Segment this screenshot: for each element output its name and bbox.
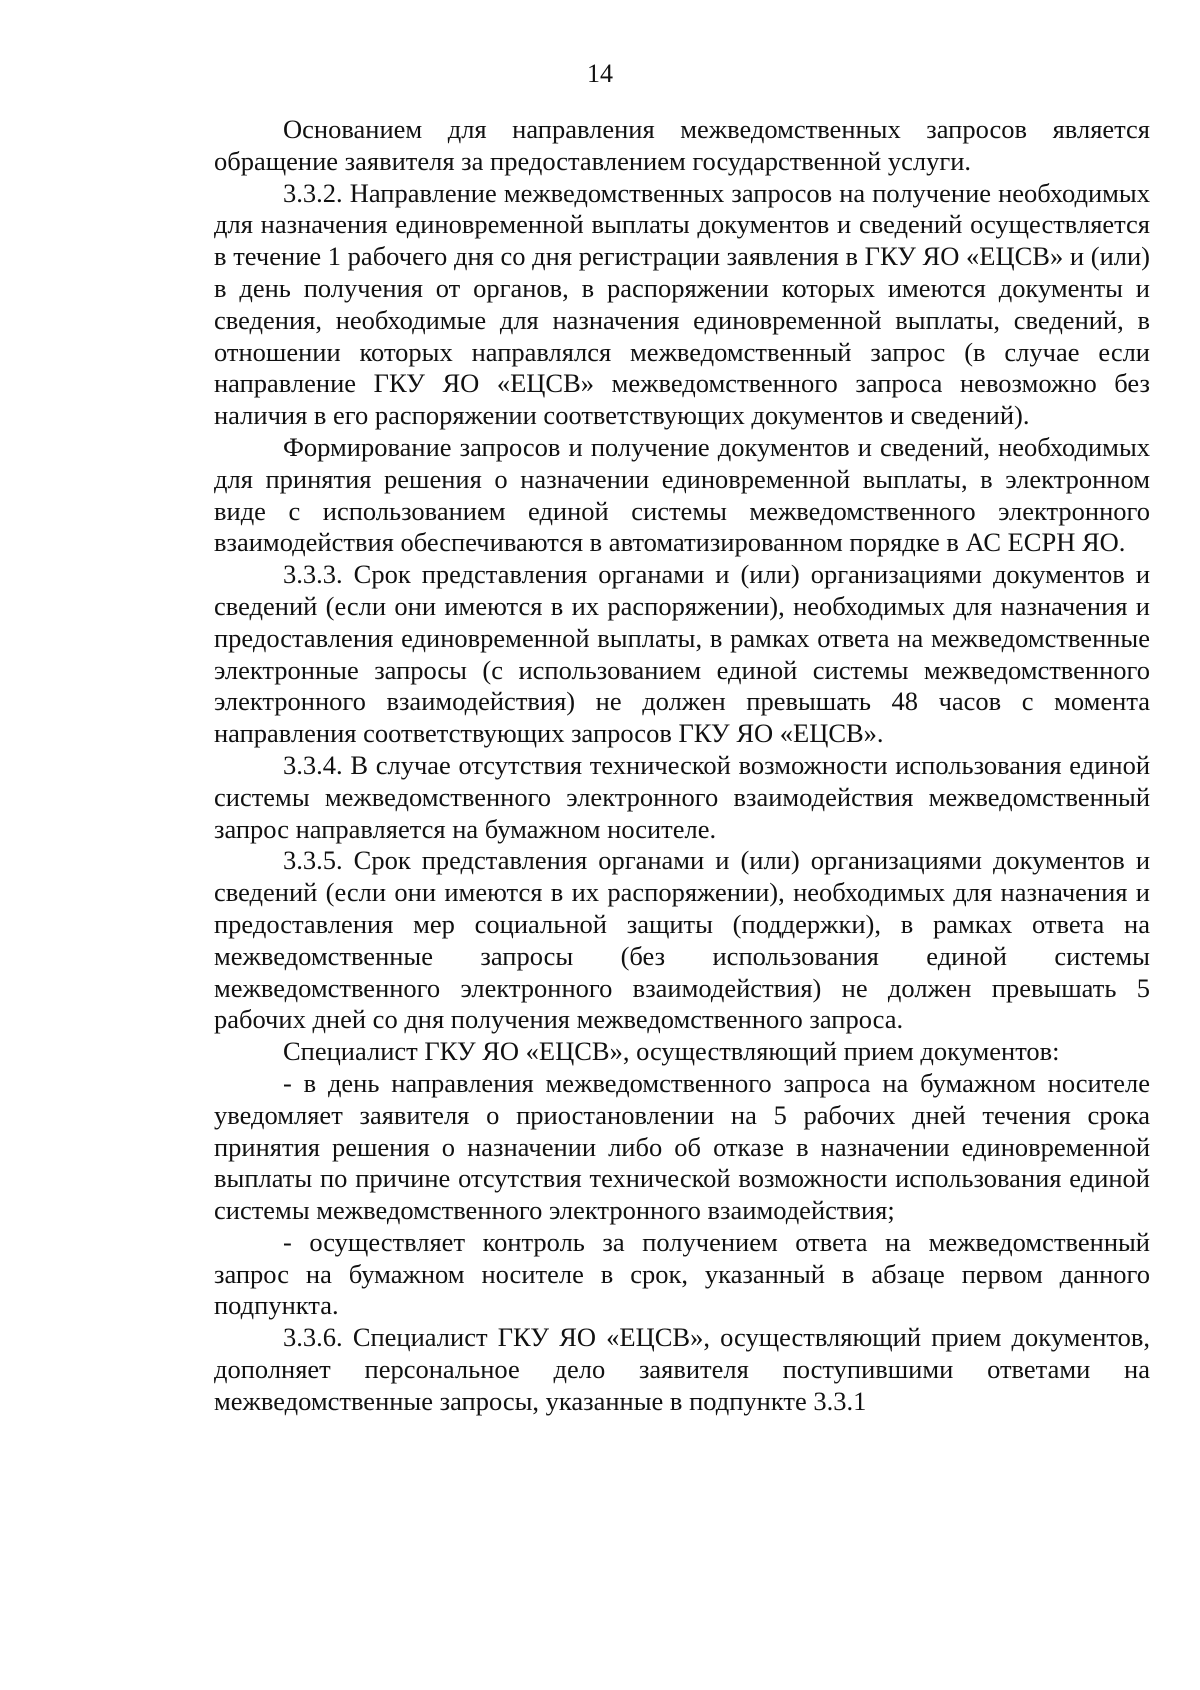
page-number: 14 bbox=[587, 59, 613, 88]
paragraph-basis: Основанием для направления межведомственных запросов является обращение заявителя за предоставлением государственной услуги. bbox=[214, 114, 1150, 176]
paragraph-3-3-2: 3.3.2. Направление межведомственных запросов на получение необходимых для назначения единовременной выплаты документов и сведений осуществляется в течение 1 рабочего дня со дня регистрации заявления в ГКУ ЯО «ЕЦСВ» и (или) в день получения от органов, в распоряжении которых имеются документы и сведения, необходимые для назначения единовременной выплаты, сведений, в отношении которых направлялся межведомственный запрос (в случае если направление ГКУ ЯО «ЕЦСВ» межведомственного запроса невозможно без наличия в его распоряжении соответствующих документов и сведений). bbox=[214, 177, 1150, 431]
document-body bbox=[214, 114, 1150, 1418]
paragraph-3-3-3: 3.3.3. Срок представления органами и (или) организациями документов и сведений (если они имеются в их распоряжении), необходимых для назначения и предоставления единовременной выплаты, в рамках ответа на межведомственные электронные запросы (с использованием единой системы межведомственного электронного взаимодействия) не должен превышать 48 часов с момента направления соответствующих запросов ГКУ ЯО «ЕЦСВ». bbox=[214, 559, 1150, 749]
paragraph-specialist-intro: Специалист ГКУ ЯО «ЕЦСВ», осуществляющий прием документов: bbox=[283, 1036, 1060, 1067]
list-item-control-response: - осуществляет контроль за получением ответа на межведомственный запрос на бумажном носителе в срок, указанный в абзаце первом данного подпункта. bbox=[214, 1226, 1150, 1321]
paragraph-3-3-6: 3.3.6. Специалист ГКУ ЯО «ЕЦСВ», осуществляющий прием документов, дополняет персональное дело заявителя поступившими ответами на межведомственные запросы, указанные в подпункте 3.3.1 bbox=[214, 1322, 1150, 1416]
paragraph-3-3-4: 3.3.4. В случае отсутствия технической возможности использования единой системы межведомственного электронного взаимодействия межведомственный запрос направляется на бумажном носителе. bbox=[214, 749, 1150, 844]
paragraph-3-3-5: 3.3.5. Срок представления органами и (или) организациями документов и сведений (если они имеются в их распоряжении), необходимых для назначения и предоставления мер социальной защиты (поддержки), в рамках ответа на межведомственные запросы (без использования единой системы межведомственного электронного взаимодействия) не должен превышать 5 рабочих дней со дня получения межведомственного запроса. bbox=[214, 845, 1150, 1035]
list-item-notify-applicant: - в день направления межведомственного запроса на бумажном носителе уведомляет заявителя о приостановлении на 5 рабочих дней течения срока принятия решения о назначении либо об отказе в назначении единовременной выплаты по причине отсутствия технической возможности использования единой системы межведомственного электронного взаимодействия; bbox=[214, 1067, 1150, 1226]
paragraph-electronic-requests: Формирование запросов и получение документов и сведений, необходимых для принятия решения о назначении единовременной выплаты, в электронном виде с использованием единой системы межведомственного электронного взаимодействия обеспечиваются в автоматизированном порядке в АС ЕСРН ЯО. bbox=[214, 431, 1150, 558]
